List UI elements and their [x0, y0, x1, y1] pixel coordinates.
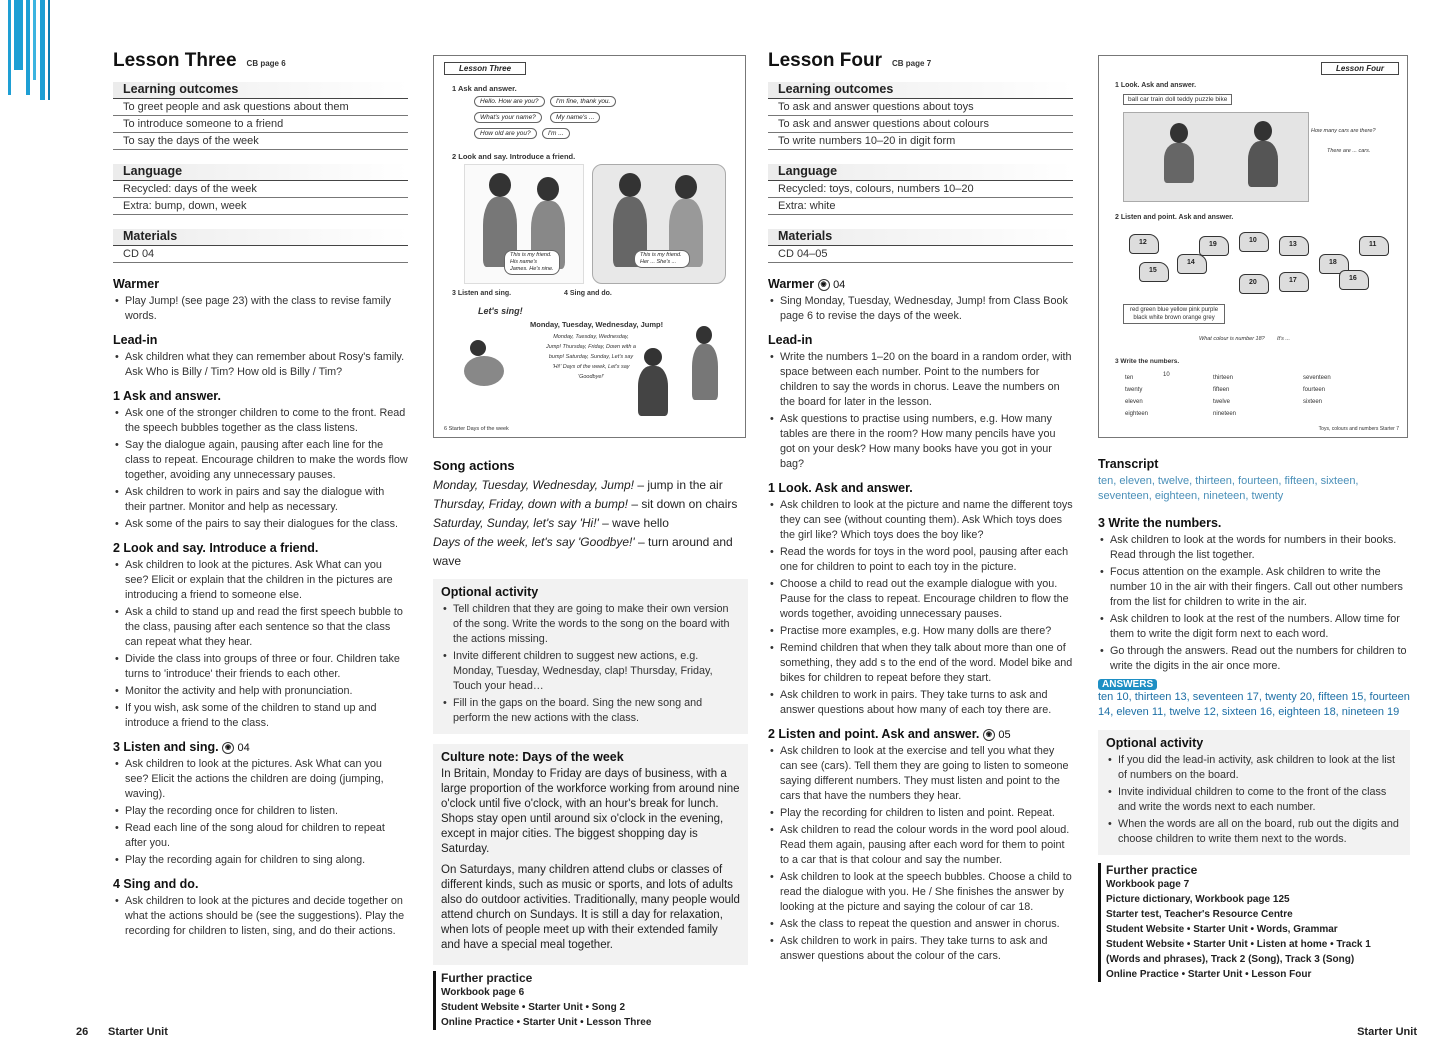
optional-activity-list: [1106, 753, 1402, 847]
list-item: • Ask children to look at the words for numbers in their books. Read through the list together.: [1098, 533, 1410, 563]
list-item: • Play the recording for children to listen and point. Repeat.: [768, 806, 1073, 821]
materials-item: CD 04–05: [768, 246, 1073, 263]
decorative-stripes: [0, 0, 60, 100]
warmer-heading: [768, 277, 1073, 291]
list-item: • Ask children to look at the rest of the numbers. Allow time for them to write the digit form next to each word.: [1098, 612, 1410, 642]
further-practice-title: Further practice: [1106, 863, 1198, 877]
exercise-2-list: [768, 744, 1073, 964]
lesson-four-extras: [1098, 457, 1410, 982]
dancing-child-body: [464, 356, 504, 386]
lesson-three-notes: [113, 50, 408, 941]
materials-box: [113, 229, 408, 263]
numbered-car: [1129, 234, 1159, 254]
list-item: • Play the recording once for children to listen.: [113, 804, 408, 819]
answers-text: ten 10, thirteen 13, seventeen 17, twenty 20, fifteen 15, fourteen 14, eleven 11, twelve 12, sixteen 16, eighteen 18, nineteen 19: [1098, 691, 1410, 718]
leadin-list: [768, 350, 1073, 472]
learning-outcomes-heading: Learning outcomes: [113, 82, 408, 99]
numbers-column-2: thirteen fifteen twelve nineteen: [1213, 375, 1237, 417]
answers-badge: ANSWERS: [1098, 679, 1157, 690]
word-pool: ball car train doll teddy puzzle bike: [1123, 94, 1232, 105]
speech-bubble: My name's ...: [550, 112, 600, 123]
list-item: • Monitor the activity and help with pronunciation.: [113, 684, 408, 699]
list-item: • Ask some of the pairs to say their dialogues for the class.: [113, 517, 408, 532]
heading-text: 2 Listen and point. Ask and answer.: [768, 727, 980, 741]
list-item: • Remind children that when they talk about more than one of something, they add s to the end of the word. Model bike and bikes for children to repeat before they start.: [768, 641, 1073, 686]
numbered-car: [1239, 274, 1269, 294]
further-practice-item: Student Website • Starter Unit • Song 2: [441, 1002, 626, 1013]
song-title: Let's sing!: [478, 306, 523, 316]
speech-bubble: Hello. How are you?: [474, 96, 545, 107]
outcome-item: To write numbers 10–20 in digit form: [768, 133, 1073, 150]
optional-activity-box: [1098, 730, 1410, 855]
list-item: • Say the dialogue again, pausing after each line for the class to repeat. Encourage children to make the words flow together, avoiding any unnecessary pauses.: [113, 438, 408, 483]
outcome-item: To introduce someone to a friend: [113, 116, 408, 133]
materials-box: [768, 229, 1073, 263]
warmer-list: [768, 294, 1073, 324]
numbers-column-1: ten twenty eleven eighteen: [1125, 375, 1149, 417]
car-number: 18: [1329, 259, 1337, 266]
language-heading: Language: [768, 164, 1073, 181]
exercise-4-heading: 4 Sing and do.: [113, 877, 199, 891]
list-item: • Invite individual children to come to the front of the class and write the words next to each number.: [1106, 785, 1402, 815]
numbered-car: [1279, 236, 1309, 256]
numbered-car: [1177, 254, 1207, 274]
materials-heading: Materials: [113, 229, 408, 246]
dancing-child-body: [638, 366, 668, 416]
exercise-2-heading: 2 Look and say. Introduce a friend.: [113, 541, 319, 555]
exercise-1-list: [768, 498, 1073, 718]
list-item: • Practise more examples, e.g. How many dolls are there?: [768, 624, 1073, 639]
outcome-item: To ask and answer questions about toys: [768, 99, 1073, 116]
speech-bubble: I'm ...: [542, 128, 570, 139]
class-book-page-6-thumbnail: [433, 55, 746, 438]
further-practice-item: Workbook page 7: [1106, 879, 1190, 890]
list-item: • Go through the answers. Read out the numbers for children to write the digits in the air once more.: [1098, 644, 1410, 674]
list-item: • Ask children to work in pairs. They take turns to ask and answer questions about the colour of the cars.: [768, 934, 1073, 964]
outcome-item: To say the days of the week: [113, 133, 408, 150]
warmer-list: [113, 294, 408, 324]
outcome-item: To ask and answer questions about colours: [768, 116, 1073, 133]
further-practice-item: Student Website • Starter Unit • Words, Grammar: [1106, 924, 1338, 935]
song-action-line: Saturday, Sunday, let's say 'Hi!' – wave hello: [433, 516, 669, 530]
car-number: 10: [1249, 237, 1257, 244]
car-number: 17: [1289, 277, 1297, 284]
further-practice-item: Starter test, Teacher's Resource Centre: [1106, 909, 1293, 920]
numbered-car: [1279, 272, 1309, 292]
car-number: 11: [1369, 241, 1377, 248]
song-action-line: Monday, Tuesday, Wednesday, Jump! – jump in the air: [433, 478, 723, 492]
transcript-heading: Transcript: [1098, 457, 1159, 471]
list-item: • Fill in the gaps on the board. Sing the new song and perform the new actions with the class.: [441, 696, 740, 726]
culture-paragraph: In Britain, Monday to Friday are days of business, with a large proportion of the workforce working from around nine o'clock until five o'clock, with an hour's break for lunch. Shops stay open until around six o'clock in the evening, except in major cities. The biggest shopping day is Saturday.: [441, 768, 740, 855]
song-actions-list: [433, 476, 748, 571]
car-number: 20: [1249, 279, 1257, 286]
thumb-exercise-1: 1 Ask and answer.: [452, 84, 517, 93]
cb-page-ref: CB page 7: [892, 59, 932, 68]
thumb-exercise-1: 1 Look. Ask and answer.: [1115, 82, 1197, 89]
culture-note-heading: Culture note: Days of the week: [441, 750, 624, 764]
song-actions-heading: Song actions: [433, 458, 515, 473]
heading-text: Warmer: [768, 277, 815, 291]
list-item: • Sing Monday, Tuesday, Wednesday, Jump! from Class Book page 6 to revise the days of the week.: [768, 294, 1073, 324]
speech-bubble: This is my friend. His name's James. He's nine.: [504, 250, 560, 275]
thumbnail-tag: Lesson Four: [1321, 62, 1399, 75]
car-number: 14: [1187, 259, 1195, 266]
cd-icon: ◉: [222, 742, 234, 754]
exercise-2-list: [113, 558, 408, 731]
further-practice-item: Online Practice • Starter Unit • Lesson Four: [1106, 969, 1312, 980]
example-answer: 10: [1163, 372, 1170, 378]
heading-text: 3 Listen and sing.: [113, 740, 219, 754]
optional-activity-box: [433, 579, 748, 734]
numbers-column-3: seventeen fourteen sixteen: [1303, 375, 1331, 405]
dancing-child: [470, 340, 486, 356]
materials-item: CD 04: [113, 246, 408, 263]
language-box: [768, 164, 1073, 215]
list-item: • If you wish, ask some of the children to stand up and introduce a friend to the class.: [113, 701, 408, 731]
list-item: • Ask children to work in pairs and say the dialogue with their partner. Monitor and help as necessary.: [113, 485, 408, 515]
list-item: • When the words are all on the board, rub out the digits and choose children to write them next to the words.: [1106, 817, 1402, 847]
lesson-four-title: [768, 50, 1073, 72]
footer-unit-right: Starter Unit: [1357, 1026, 1417, 1038]
list-item: • Play the recording again for children to sing along.: [113, 853, 408, 868]
culture-note-box: [433, 744, 748, 965]
list-item: • Read the words for toys in the word pool, pausing after each one for children to point to each toy in the picture.: [768, 545, 1073, 575]
song-line: Monday, Tuesday, Wednesday, Jump!: [530, 320, 664, 329]
list-item: • Choose a child to read out the example dialogue with you. Pause for the class to repeat. Encourage children to flow the words together, avoiding unnecessary pauses.: [768, 577, 1073, 622]
cd-icon: ◉: [818, 279, 830, 291]
list-item: • Invite different children to suggest new actions, e.g. Monday, Tuesday, Wednesday, clap! Thursday, Friday, Touch your head…: [441, 649, 740, 694]
list-item: • Ask children to look at the exercise and tell you what they can see (cars). Tell them they are going to listen to someone saying different numbers. They must listen and point to the cars that have the numbers they hear.: [768, 744, 1073, 804]
car-number: 19: [1209, 241, 1217, 248]
further-practice-item: Workbook page 6: [441, 987, 525, 998]
exercise-1-list: [113, 406, 408, 532]
car-number: 16: [1349, 275, 1357, 282]
optional-activity-list: [441, 602, 740, 726]
numbered-car: [1359, 236, 1389, 256]
learning-outcomes-box: [768, 82, 1073, 150]
list-item: • Ask children to work in pairs. They take turns to ask and answer questions about how many of each toy there are.: [768, 688, 1073, 718]
leadin-heading: Lead-in: [768, 333, 813, 347]
thumb-exercise-3: 3 Listen and sing.: [452, 290, 512, 297]
list-item: • Ask one of the stronger children to come to the front. Read the speech bubbles together as the class listens.: [113, 406, 408, 436]
list-item: • Tell children that they are going to make their own version of the song. Write the words to the song on the board with the actions missing.: [441, 602, 740, 647]
language-box: [113, 164, 408, 215]
car-number: 12: [1139, 239, 1147, 246]
numbered-car: [1139, 262, 1169, 282]
list-item: • Ask children to read the colour words in the word pool aloud. Read them again, pausing after each word for them to point to a car that is that colour and say the number.: [768, 823, 1073, 868]
learning-outcomes-box: [113, 82, 408, 150]
language-item: Recycled: days of the week: [113, 181, 408, 198]
exercise-3-heading: 3 Write the numbers.: [1098, 516, 1222, 530]
language-item: Recycled: toys, colours, numbers 10–20: [768, 181, 1073, 198]
car-number: 13: [1289, 241, 1297, 248]
speech-bubble: This is my friend. Her ... She's ...: [634, 250, 690, 268]
cd-track: 04: [833, 279, 846, 291]
thumbnail-tag: Lesson Three: [444, 62, 526, 75]
list-item: • Write the numbers 1–20 on the board in a random order, with space between each number. Point to the numbers for children to say the words in chorus. Leave the numbers on the board for later in the lesson.: [768, 350, 1073, 410]
speech-bubble: What's your name?: [474, 112, 542, 123]
lesson-three-title: [113, 50, 408, 72]
cd-icon: ◉: [983, 729, 995, 741]
culture-paragraph: On Saturdays, many children attend clubs or classes of different kinds, such as music or sports, and lots of adults also do outdoor activities. Traditionally, many people would attend church on Sundays. It is still a day for relaxation, when lots of people meet up with their extended family and have a special meal together.: [441, 864, 740, 951]
numbered-car: [1339, 270, 1369, 290]
song-action-line: Days of the week, let's say 'Goodbye!' – turn around and wave: [433, 535, 733, 568]
class-book-page-7-thumbnail: [1098, 55, 1408, 438]
further-practice-item: (Words and phrases), Track 2 (Song), Track 3 (Song): [1106, 954, 1355, 965]
outcome-item: To greet people and ask questions about them: [113, 99, 408, 116]
further-practice-item: Student Website • Starter Unit • Listen at home • Track 1: [1106, 939, 1371, 950]
list-item: • Read each line of the song aloud for children to repeat after you.: [113, 821, 408, 851]
language-item: Extra: white: [768, 198, 1073, 215]
speech-bubble: There are ... cars.: [1327, 148, 1371, 154]
thumb-exercise-2: 2 Listen and point. Ask and answer.: [1115, 214, 1234, 221]
page-number: 26: [76, 1026, 89, 1038]
list-item: • Ask children to look at the picture and name the different toys they can see (without counting them). Ask Which toys does the girl like? Which toys does the boy like?: [768, 498, 1073, 543]
colour-word-pool: [1123, 304, 1225, 324]
speech-bubble: I'm fine, thank you.: [550, 96, 616, 107]
optional-activity-heading: Optional activity: [441, 585, 539, 599]
further-practice-lesson-three: [433, 971, 748, 1030]
dancing-child-body: [692, 344, 718, 400]
list-item: • Ask the class to repeat the question and answer in chorus.: [768, 917, 1073, 932]
thumb-footer: Toys, colours and numbers Starter 7: [1318, 426, 1399, 432]
cd-track: 04: [237, 742, 250, 754]
speech-bubble: How many cars are there?: [1311, 128, 1376, 134]
speech-bubble: How old are you?: [474, 128, 537, 139]
thumb-exercise-2: 2 Look and say. Introduce a friend.: [452, 152, 576, 161]
toys-picture: [1123, 112, 1309, 202]
exercise-4-list: [113, 894, 408, 939]
lesson-three-extras: [433, 458, 748, 1030]
transcript-text: ten, eleven, twelve, thirteen, fourteen, fifteen, sixteen, seventeen, eighteen, nineteen, twenty: [1098, 475, 1359, 502]
speech-bubble: It's ...: [1277, 336, 1290, 342]
list-item: • Ask children to look at the pictures. Ask What can you see? Elicit the actions the children are doing (jumping, waving).: [113, 757, 408, 802]
footer-unit-left: Starter Unit: [108, 1026, 168, 1038]
warmer-heading: Warmer: [113, 277, 160, 291]
answers-block: [1098, 678, 1410, 720]
song-action-line: Thursday, Friday, down with a bump! – sit down on chairs: [433, 497, 738, 511]
list-item: • Ask children to look at the pictures and decide together on what the actions should be (see the suggestions). Play the recording for children to listen, sing, and do their actions.: [113, 894, 408, 939]
lesson-title-text: Lesson Three: [113, 50, 237, 71]
thumb-exercise-4: 4 Sing and do.: [564, 290, 612, 297]
further-practice-title: Further practice: [441, 971, 533, 985]
list-item: • Focus attention on the example. Ask children to write the number 10 in the air with their fingers. Call out other numbers from the list for children to write in the air.: [1098, 565, 1410, 610]
car-number: 15: [1149, 267, 1157, 274]
list-item: • Ask children to look at the pictures. Ask What can you see? Elicit or explain that the children in the pictures are introducing a friend to someone else.: [113, 558, 408, 603]
cb-page-ref: CB page 6: [246, 59, 286, 68]
exercise-3-heading: [113, 740, 408, 754]
optional-activity-heading: Optional activity: [1106, 736, 1204, 750]
list-item: • Play Jump! (see page 23) with the class to revise family words.: [113, 294, 408, 324]
list-item: • Ask children to look at the speech bubbles. Choose a child to read the dialogue with you. He / She finishes the answer by looking at the picture and saying the colour of car 18.: [768, 870, 1073, 915]
exercise-2-heading: [768, 727, 1073, 741]
list-item: • Divide the class into groups of three or four. Children take turns to 'introduce' their friends to each other.: [113, 652, 408, 682]
exercise-3-list: [113, 757, 408, 868]
further-practice-lesson-four: [1098, 863, 1410, 982]
exercise-3-list: [1098, 533, 1410, 674]
numbered-car: [1199, 236, 1229, 256]
list-item: • Ask questions to practise using numbers, e.g. How many tables are there in the room? How many pencils have you got on your desk? How many books have you got in your bag?: [768, 412, 1073, 472]
language-item: Extra: bump, down, week: [113, 198, 408, 215]
dancing-child: [696, 326, 712, 344]
cd-track: 05: [998, 729, 1011, 741]
exercise-1-heading: 1 Look. Ask and answer.: [768, 481, 913, 495]
exercise-1-heading: 1 Ask and answer.: [113, 389, 221, 403]
learning-outcomes-heading: Learning outcomes: [768, 82, 1073, 99]
cars-picture: [1129, 232, 1399, 302]
materials-heading: Materials: [768, 229, 1073, 246]
numbered-car: [1239, 232, 1269, 252]
thumb-footer: 6 Starter Days of the week: [444, 426, 509, 432]
further-practice-item: Online Practice • Starter Unit • Lesson Three: [441, 1017, 652, 1028]
dancing-child: [644, 348, 662, 366]
song-lyrics: Monday, Tuesday, Wednesday, Jump! Thursday, Friday, Down with a bump! Saturday, Sunday, Let's say 'Hi!' Days of the week, Let's say 'Goodbye!': [546, 334, 636, 380]
list-item: • Ask a child to stand up and read the first speech bubble to the class, pausing after each sentence so that the class can repeat what they hear.: [113, 605, 408, 650]
further-practice-item: Picture dictionary, Workbook page 125: [1106, 894, 1290, 905]
leadin-list: [113, 350, 408, 380]
list-item: • If you did the lead-in activity, ask children to look at the list of numbers on the board.: [1106, 753, 1402, 783]
speech-bubble: What colour is number 18?: [1199, 336, 1265, 342]
lesson-four-notes: [768, 50, 1073, 966]
leadin-heading: Lead-in: [113, 333, 158, 347]
thumb-exercise-3: 3 Write the numbers.: [1115, 358, 1180, 365]
colour-words: red green blue yellow pink purple: [1130, 307, 1219, 313]
colour-words: black white brown orange grey: [1133, 315, 1215, 321]
language-heading: Language: [113, 164, 408, 181]
list-item: • Ask children what they can remember about Rosy's family. Ask Who is Billy / Tim? How old is Billy / Tim?: [113, 350, 408, 380]
lesson-title-text: Lesson Four: [768, 50, 883, 71]
